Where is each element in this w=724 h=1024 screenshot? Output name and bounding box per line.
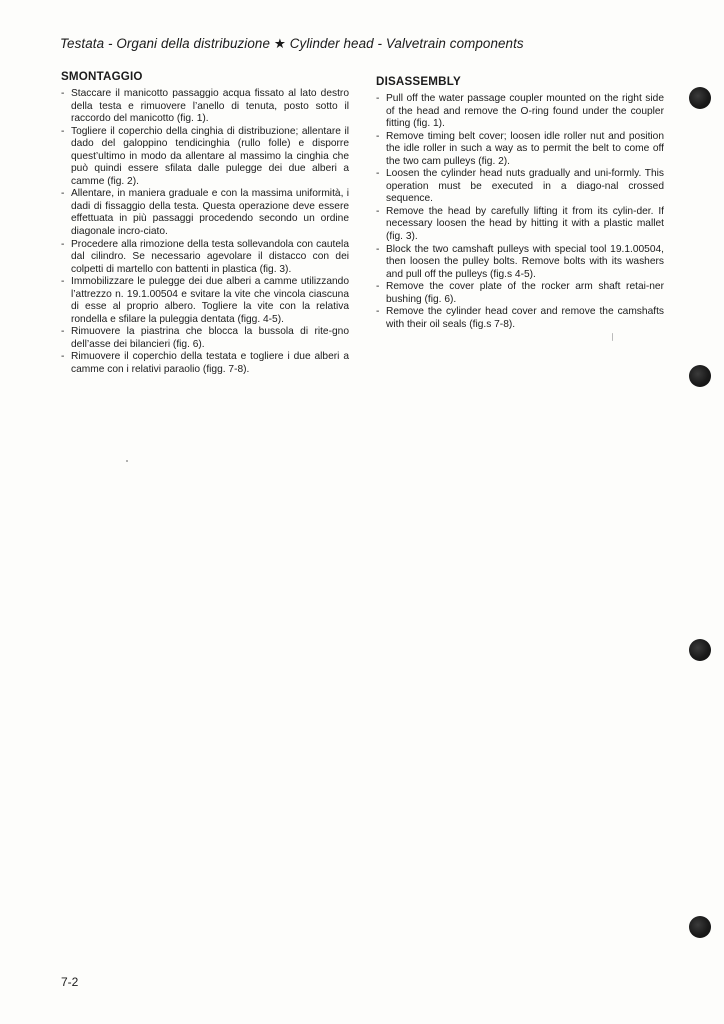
scan-speck (126, 460, 128, 462)
page-header: Testata - Organi della distribuzione ★ Cylinder head - Valvetrain components (60, 36, 524, 51)
list-item: - Block the two camshaft pulleys with special tool 19.1.00504, then loosen the pulley bolts. Remove bolts with its washers and pull off the pulleys (fig.s 4-5). (376, 244, 664, 282)
binder-hole-icon (689, 916, 711, 938)
list-item: - Procedere alla rimozione della testa sollevandola con cautela dal cilindro. Se necessario agevolare il distacco con dei colpetti di martello con battenti in plastica (fig. 3). (61, 239, 349, 277)
italian-column (61, 70, 349, 377)
section-heading-italian: SMONTAGGIO (61, 70, 143, 83)
list-item: - Remove timing belt cover; loosen idle roller nut and position the idle roller in such a way as to permit the belt to come off the two cam pulleys (fig. 2). (376, 131, 664, 169)
section-heading-english: DISASSEMBLY (376, 75, 461, 88)
scan-speck (612, 333, 613, 341)
list-item: - Remove the cover plate of the rocker arm shaft retai-ner bushing (fig. 6). (376, 281, 664, 306)
list-item: - Pull off the water passage coupler mounted on the right side of the head and remove the O-ring found under the coupler fitting (fig. 1). (376, 93, 664, 131)
english-column (376, 70, 664, 331)
english-step-list (376, 93, 664, 331)
italian-step-list (61, 88, 349, 377)
list-item: - Allentare, in maniera graduale e con la massima uniformità, i dadi di fissaggio della testa. Questa operazione deve essere effettuata in più passaggi procedendo secondo un ordine diagonale incro-ciato. (61, 188, 349, 238)
binder-hole-icon (689, 87, 711, 109)
list-item: - Togliere il coperchio della cinghia di distribuzione; allentare il dado del galoppino tendicinghia (rullo folle) e disporre quest’ultimo in modo da allentare al massimo la cinghia che può quindi essere sfilata dalle pulegge dei due alberi a camme (fig. 2). (61, 126, 349, 189)
list-item: - Rimuovere la piastrina che blocca la bussola di rite-gno dell’asse dei bilancieri (fig. 6). (61, 326, 349, 351)
list-item: - Loosen the cylinder head nuts gradually and uni-formly. This operation must be executed in a diago-nal crossed sequence. (376, 168, 664, 206)
binder-hole-icon (689, 639, 711, 661)
list-item: - Remove the head by carefully lifting it from its cylin-der. If necessary loosen the head by hitting it with a plastic mallet (fig. 3). (376, 206, 664, 244)
list-item: - Rimuovere il coperchio della testata e togliere i due alberi a camme con i relativi paraolio (figg. 7-8). (61, 351, 349, 376)
list-item: - Remove the cylinder head cover and remove the camshafts with their oil seals (fig.s 7-8). (376, 306, 664, 331)
page-number: 7-2 (61, 975, 79, 989)
list-item: - Staccare il manicotto passaggio acqua fissato al lato destro della testa e rimuovere l’anello di tenuta, posto sotto il raccordo del manicotto (fig. 1). (61, 88, 349, 126)
binder-hole-icon (689, 365, 711, 387)
list-item: - Immobilizzare le pulegge dei due alberi a camme utilizzando l’attrezzo n. 19.1.00504 e svitare la vite che vincola ciascuna di esse al proprio albero. Togliere la vite con la relativa rondella e sfilare la puleggia dentata (figg. 4-5). (61, 276, 349, 326)
